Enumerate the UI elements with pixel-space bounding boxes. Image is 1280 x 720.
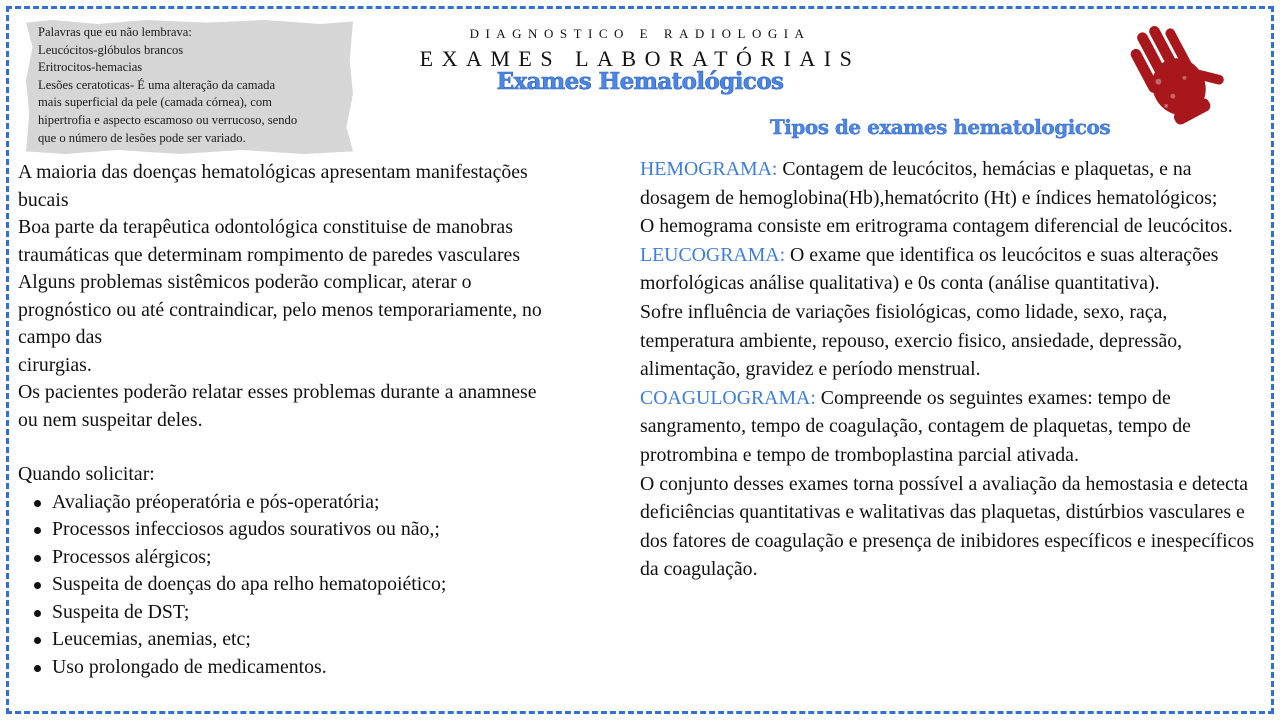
note-line: Palavras que eu não lembrava: (38, 25, 192, 39)
list-item: Uso prolongado de medicamentos. (52, 654, 558, 682)
note-line: hipertrofia e aspecto escamoso ou verrucoso, sendo (38, 112, 298, 127)
note-line: Leucócitos-glóbulos brancos (38, 42, 184, 57)
paragraph: Os pacientes poderão relatar esses problemas durante a anamnese ou nem suspeitar deles. (18, 381, 537, 431)
coagulograma-label: COAGULOGRAMA: (640, 386, 816, 409)
course-kicker: DIAGNOSTICO E RADIOLOGIA (469, 26, 811, 41)
paragraph: A maioria das doenças hematológicas apresentam manifestações bucais (18, 161, 528, 211)
paragraph: Boa parte da terapêutica odontológica constituise de manobras traumáticas que determinam rompimento de paredes vasculares (18, 216, 521, 266)
leucograma-extra: Sofre influência de variações fisiológicas, como lidade, sexo, raça, temperatura ambiente, repouso, exercio fisico, ansiedade, depressão, alimentação, gravidez e período menstrual. (640, 300, 1183, 381)
bullet-list (18, 489, 558, 682)
note-line: Eritrocitos-hemacias (38, 60, 143, 75)
list-item: Processos alérgicos; (52, 544, 558, 572)
note-line: Lesões ceratoticas- É uma alteração da camada (38, 77, 276, 92)
coagulograma-text: Compreende os seguintes exames: tempo de sangramento, tempo de coagulação, contagem de plaquetas, tempo de protrombina e tempo de tromboplastina parcial ativada. (640, 386, 1191, 466)
list-item: Avaliação préoperatória e pós-operatória; (52, 489, 558, 517)
leucograma-label: LEUCOGRAMA: (640, 243, 786, 266)
left-column (18, 159, 558, 681)
hemograma-section (640, 155, 1265, 212)
red-handprint-icon (1112, 14, 1228, 130)
coagulograma-extra: O conjunto desses exames torna possível a avaliação da hemostasia e detecta deficiências quantitativas e walitativas das plaquetas, distúrbios vasculares e dos fatores de coagulação e presença de inibidores específicos e inespecíficos da coagulação. (640, 472, 1255, 581)
spacer (18, 434, 558, 461)
leucograma-text: O exame que identifica os leucócitos e suas alterações morfológicas análise qualitativa) e 0s conta (análise quantitativa). (640, 243, 1219, 295)
right-column (640, 155, 1265, 584)
hemograma-label: HEMOGRAMA: (640, 158, 778, 180)
note-line: mais superficial da pele (camada córnea), com (38, 95, 272, 110)
list-item: Suspeita de DST; (52, 599, 558, 627)
list-item: Processos infecciosos agudos sourativos ou não,; (52, 516, 558, 544)
note-text (38, 24, 350, 147)
note-line: que o número de lesões pode ser variado. (38, 130, 246, 145)
paragraph: Alguns problemas sistêmicos poderão complicar, aterar o prognóstico ou até contraindicar, pelo menos temporariamente, no campo das (18, 271, 542, 348)
leucograma-section (640, 241, 1265, 298)
page-subtitle: Exames Hematológicos (496, 68, 784, 95)
paragraph: cirurgias. (18, 353, 92, 376)
page-title: EXAMES LABORATÓRIAIS (419, 46, 861, 71)
right-heading: Tipos de exames hematologicos (769, 115, 1111, 139)
when-label: Quando solicitar: (18, 463, 155, 485)
list-item: Suspeita de doenças do apa relho hematopoiético; (52, 571, 558, 599)
list-item: Leucemias, anemias, etc; (52, 626, 558, 654)
coagulograma-section (640, 384, 1265, 470)
hemograma-extra: O hemograma consiste em eritrograma contagem diferencial de leucócitos. (640, 215, 1233, 238)
hemograma-text: Contagem de leucócitos, hemácias e plaquetas, e na dosagem de hemoglobina(Hb),hematócrito (Ht) e índices hematológicos; (640, 158, 1218, 209)
